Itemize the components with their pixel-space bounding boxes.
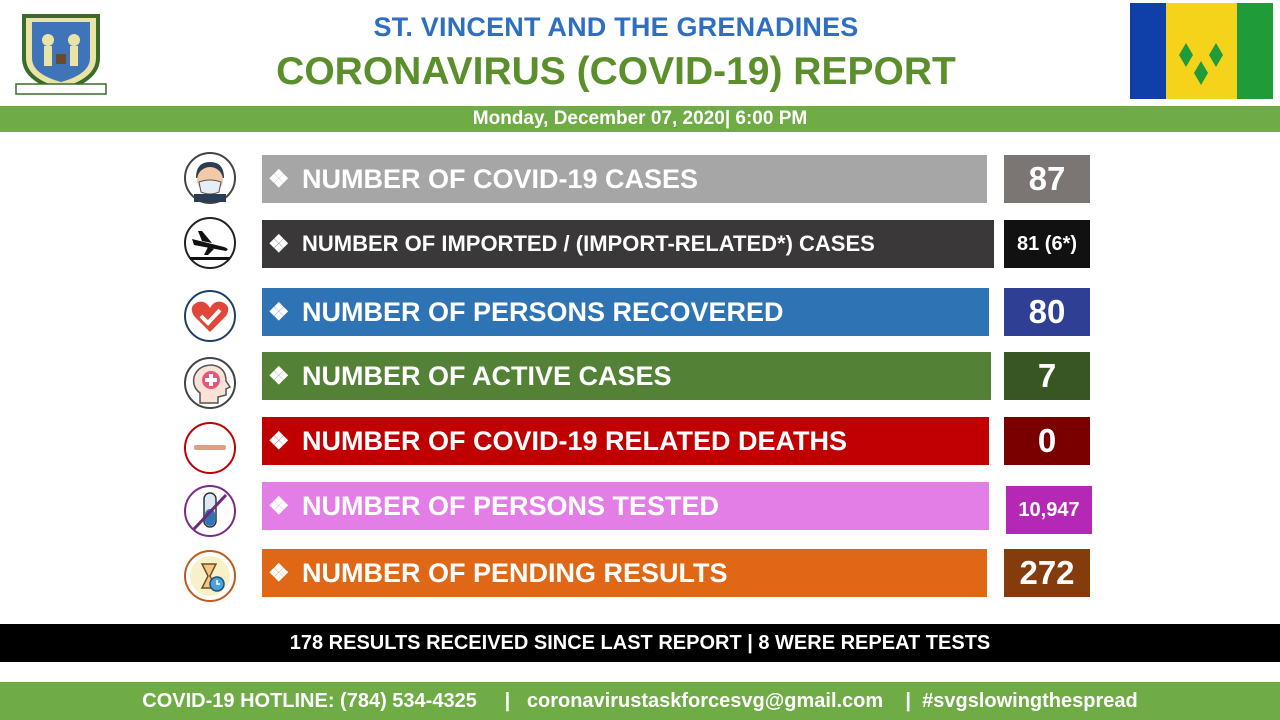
country-title: ST. VINCENT AND THE GRENADINES: [373, 12, 859, 42]
heart-check-icon: [184, 290, 236, 342]
stat-label: NUMBER OF PERSONS RECOVERED: [302, 296, 784, 327]
stat-value-tested: 10,947: [1006, 486, 1092, 534]
head-medical-icon: [184, 357, 236, 409]
stat-label: NUMBER OF COVID-19 RELATED DEATHS: [302, 425, 848, 456]
results-note-banner: 178 RESULTS RECEIVED SINCE LAST REPORT | 8 WERE REPEAT TESTS: [0, 624, 1280, 662]
stat-value-active-cases: 7: [1004, 352, 1090, 400]
stat-bar-total-cases: [262, 155, 987, 203]
stat-value-deaths: 0: [1004, 417, 1090, 465]
stat-label: NUMBER OF COVID-19 CASES: [302, 163, 699, 194]
stat-bar-imported-cases: [262, 220, 994, 268]
diamond-bullet-icon: ❖: [268, 298, 290, 326]
stat-value-pending: 272: [1004, 549, 1090, 597]
stat-bar-active-cases: [262, 352, 991, 400]
stat-bar-tested: [262, 482, 989, 530]
stat-value-recovered: 80: [1004, 288, 1090, 336]
stat-bar-pending: [262, 549, 987, 597]
diamond-bullet-icon: ❖: [268, 165, 290, 193]
diamond-bullet-icon: ❖: [268, 230, 290, 258]
airplane-icon: [184, 217, 236, 269]
svg-flag-icon: [1130, 3, 1273, 99]
diamond-bullet-icon: ❖: [268, 427, 290, 455]
diamond-bullet-icon: ❖: [268, 362, 290, 390]
stat-value-total-cases: 87: [1004, 155, 1090, 203]
stat-value-imported-cases: 81 (6*): [1004, 220, 1090, 268]
diamond-bullet-icon: ❖: [268, 492, 290, 520]
stat-label: NUMBER OF PENDING RESULTS: [302, 557, 728, 588]
stat-bar-deaths: [262, 417, 989, 465]
diamond-bullet-icon: ❖: [268, 559, 290, 587]
date-banner: Monday, December 07, 2020| 6:00 PM: [0, 106, 1280, 132]
test-tube-icon: [184, 485, 236, 537]
stat-label: NUMBER OF PERSONS TESTED: [302, 490, 720, 521]
stat-label: NUMBER OF ACTIVE CASES: [302, 360, 672, 391]
hourglass-clock-icon: [184, 550, 236, 602]
minus-icon: [184, 422, 236, 474]
masked-person-icon: [184, 152, 236, 204]
stat-bar-recovered: [262, 288, 989, 336]
hotline-footer: COVID-19 HOTLINE: (784) 534-4325 | coronavirustaskforcesvg@gmail.com | #svgslowingthespread: [0, 682, 1280, 720]
report-title: CORONAVIRUS (COVID-19) REPORT: [276, 50, 956, 93]
stat-label: NUMBER OF IMPORTED / (IMPORT-RELATED*) CASES: [302, 231, 875, 256]
